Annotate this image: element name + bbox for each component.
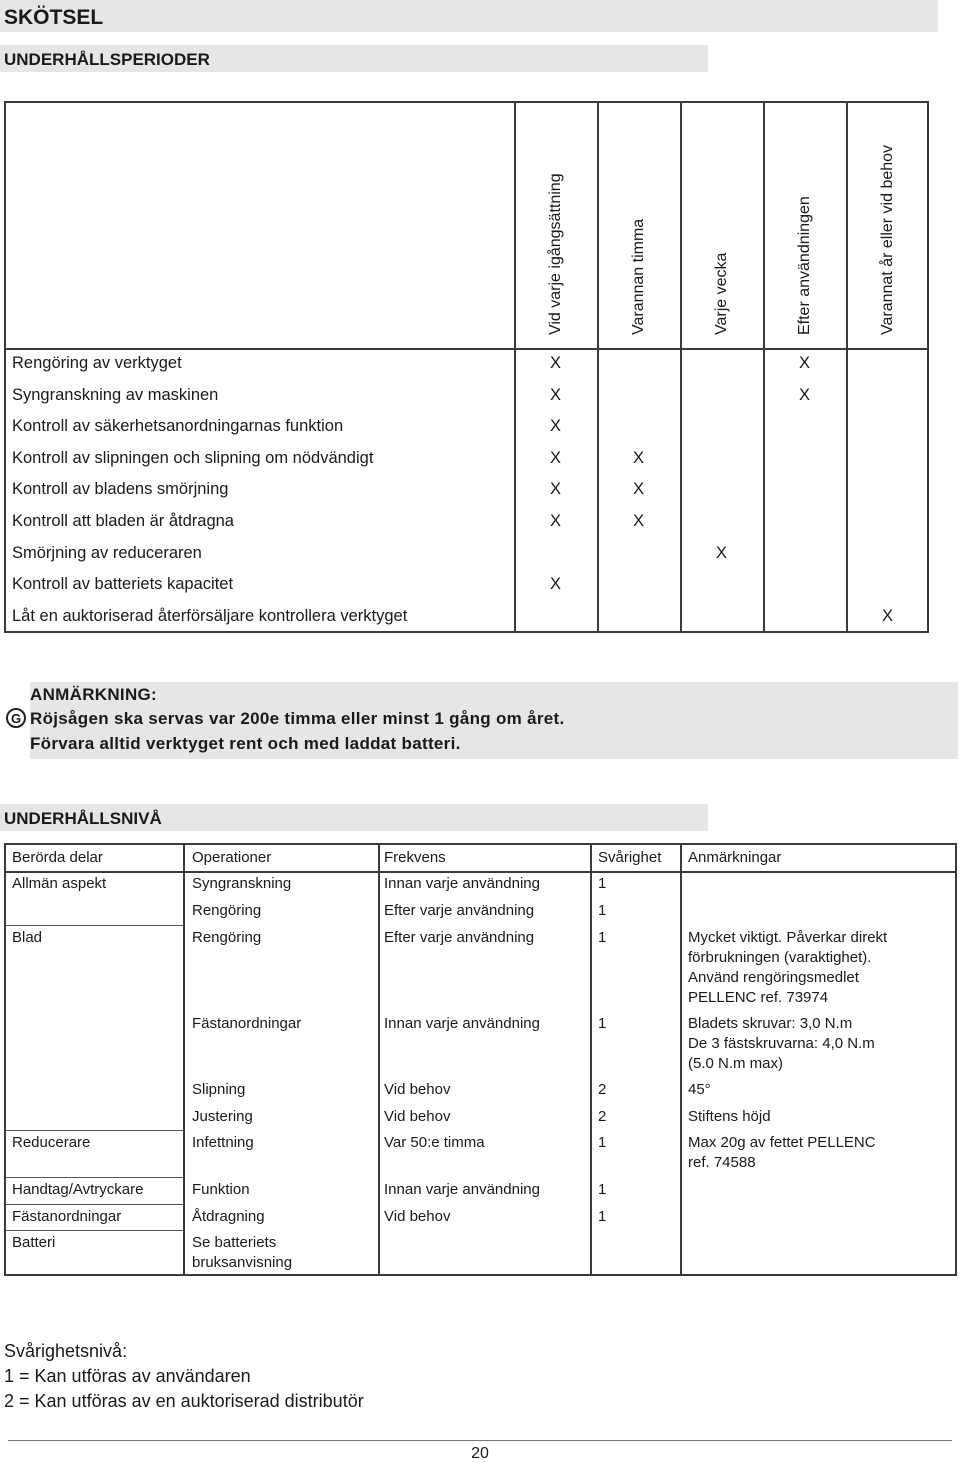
level-table-cell: Infettning (192, 1134, 254, 1151)
note-line-2: Förvara alltid verktyget rent och med laddat batteri. (30, 734, 461, 753)
page-title: SKÖTSEL (0, 0, 938, 32)
level-table-cell: 1 (598, 902, 607, 919)
level-table-cell: 45° (688, 1081, 711, 1098)
period-mark: X (550, 354, 562, 372)
period-mark: X (633, 512, 645, 530)
difficulty-level-2: 2 = Kan utföras av en auktoriserad distributör (4, 1391, 364, 1411)
language-g-icon: G (6, 708, 26, 728)
period-mark: X (882, 606, 894, 625)
period-header: Vid varje igångsättning (547, 173, 564, 335)
level-table-cell: 2 (598, 1081, 607, 1098)
period-row-label: Rengöring av verktyget (12, 354, 182, 372)
period-row-label: Syngranskning av maskinen (12, 385, 219, 404)
level-header-cell: Frekvens (384, 849, 446, 866)
period-mark: X (550, 417, 562, 436)
level-table-cell: Efter varje användning (384, 929, 535, 946)
period-row-label: Kontroll av säkerhetsanordningarnas funktion (12, 417, 344, 436)
section-heading-levels: UNDERHÅLLSNIVÅ (0, 804, 708, 831)
difficulty-level-1: 1 = Kan utföras av användaren (4, 1366, 251, 1386)
period-mark: X (799, 354, 811, 372)
period-row-label: Kontroll av bladens smörjning (12, 480, 229, 499)
maintenance-periods-table (4, 101, 929, 633)
level-table-cell: 1 (598, 875, 607, 892)
level-table-cell: Innan varje användning (384, 1015, 540, 1032)
level-table-cell: Innan varje användning (384, 1181, 540, 1198)
period-mark: X (633, 448, 645, 467)
note-line-1: Röjsågen ska servas var 200e timma eller minst 1 gång om året. (30, 709, 565, 728)
level-header-cell: Svårighet (598, 849, 662, 866)
level-table-cell: Batteri (12, 1234, 56, 1251)
level-table-cell: 2 (598, 1108, 607, 1125)
period-mark: X (550, 575, 562, 594)
level-table-cell: 1 (598, 929, 607, 946)
period-row-label: Låt en auktoriserad återförsäljare kontrollera verktyget (12, 606, 408, 625)
footer-divider (8, 1440, 952, 1441)
level-table-cell: Efter varje användning (384, 902, 535, 919)
level-table-cell: Åtdragning (192, 1208, 265, 1225)
period-header: Varannan timma (630, 218, 647, 335)
level-table-cell: Max 20g av fettet PELLENC ref. 74588 (688, 1134, 876, 1171)
section-heading-periods: UNDERHÅLLSPERIODER (0, 45, 708, 72)
level-table-cell: Reducerare (12, 1134, 91, 1151)
level-table-cell: 1 (598, 1134, 607, 1151)
level-table-cell: Var 50:e timma (384, 1134, 485, 1151)
level-table-cell: Vid behov (384, 1081, 451, 1098)
level-table-cell: Rengöring (192, 929, 262, 946)
level-table-cell: 1 (598, 1181, 607, 1198)
level-table-cell: Syngranskning (192, 875, 292, 892)
note-box (30, 682, 958, 759)
period-row-label: Kontroll av batteriets kapacitet (12, 575, 234, 594)
level-table-cell: Se batteriets bruksanvisning (192, 1234, 293, 1271)
level-table-cell: Vid behov (384, 1108, 451, 1125)
maintenance-level-table (4, 843, 957, 1276)
level-table-cell: Bladets skruvar: 3,0 N.m De 3 fästskruvarna: 4,0 N.m (5.0 N.m max) (688, 1015, 875, 1072)
period-header: Efter användningen (796, 196, 813, 335)
level-table-cell: 1 (598, 1015, 607, 1032)
period-mark: X (550, 385, 562, 404)
level-table-cell: Funktion (192, 1181, 250, 1198)
period-row-label: Kontroll av slipningen och slipning om nödvändigt (12, 448, 374, 467)
note-heading: ANMÄRKNING: (30, 685, 158, 704)
level-table-cell: Allmän aspekt (12, 875, 107, 892)
level-table-cell: 1 (598, 1208, 607, 1225)
period-mark: X (550, 512, 562, 530)
period-header: Varannat år eller vid behov (879, 144, 896, 335)
period-mark: X (716, 543, 728, 562)
period-header: Varje vecka (713, 252, 730, 335)
level-table-cell: Justering (192, 1108, 253, 1125)
period-row-label: Kontroll att bladen är åtdragna (12, 512, 234, 530)
page-number: 20 (471, 1445, 489, 1462)
period-mark: X (550, 480, 562, 499)
level-table-cell: Vid behov (384, 1208, 451, 1225)
period-mark: X (799, 385, 811, 404)
level-table-cell: Handtag/Avtryckare (12, 1181, 144, 1198)
level-table-cell: Blad (12, 929, 43, 946)
period-mark: X (550, 448, 562, 467)
level-table-cell: Mycket viktigt. Påverkar direkt förbrukningen (varaktighet). Använd rengöringsmedlet PELLENC ref. 73974 (688, 929, 888, 1006)
level-header-cell: Operationer (192, 849, 272, 866)
period-row-label: Smörjning av reduceraren (12, 543, 202, 562)
level-table-cell: Rengöring (192, 902, 262, 919)
level-header-cell: Anmärkningar (688, 849, 782, 866)
level-table-cell: Innan varje användning (384, 875, 540, 892)
level-header-cell: Berörda delar (12, 849, 103, 866)
level-table-cell: Stiftens höjd (688, 1108, 771, 1125)
level-table-cell: Fästanordningar (12, 1208, 122, 1225)
period-mark: X (633, 480, 645, 499)
level-table-cell: Slipning (192, 1081, 246, 1098)
level-table-cell: Fästanordningar (192, 1015, 302, 1032)
difficulty-heading: Svårighetsnivå: (4, 1341, 128, 1361)
